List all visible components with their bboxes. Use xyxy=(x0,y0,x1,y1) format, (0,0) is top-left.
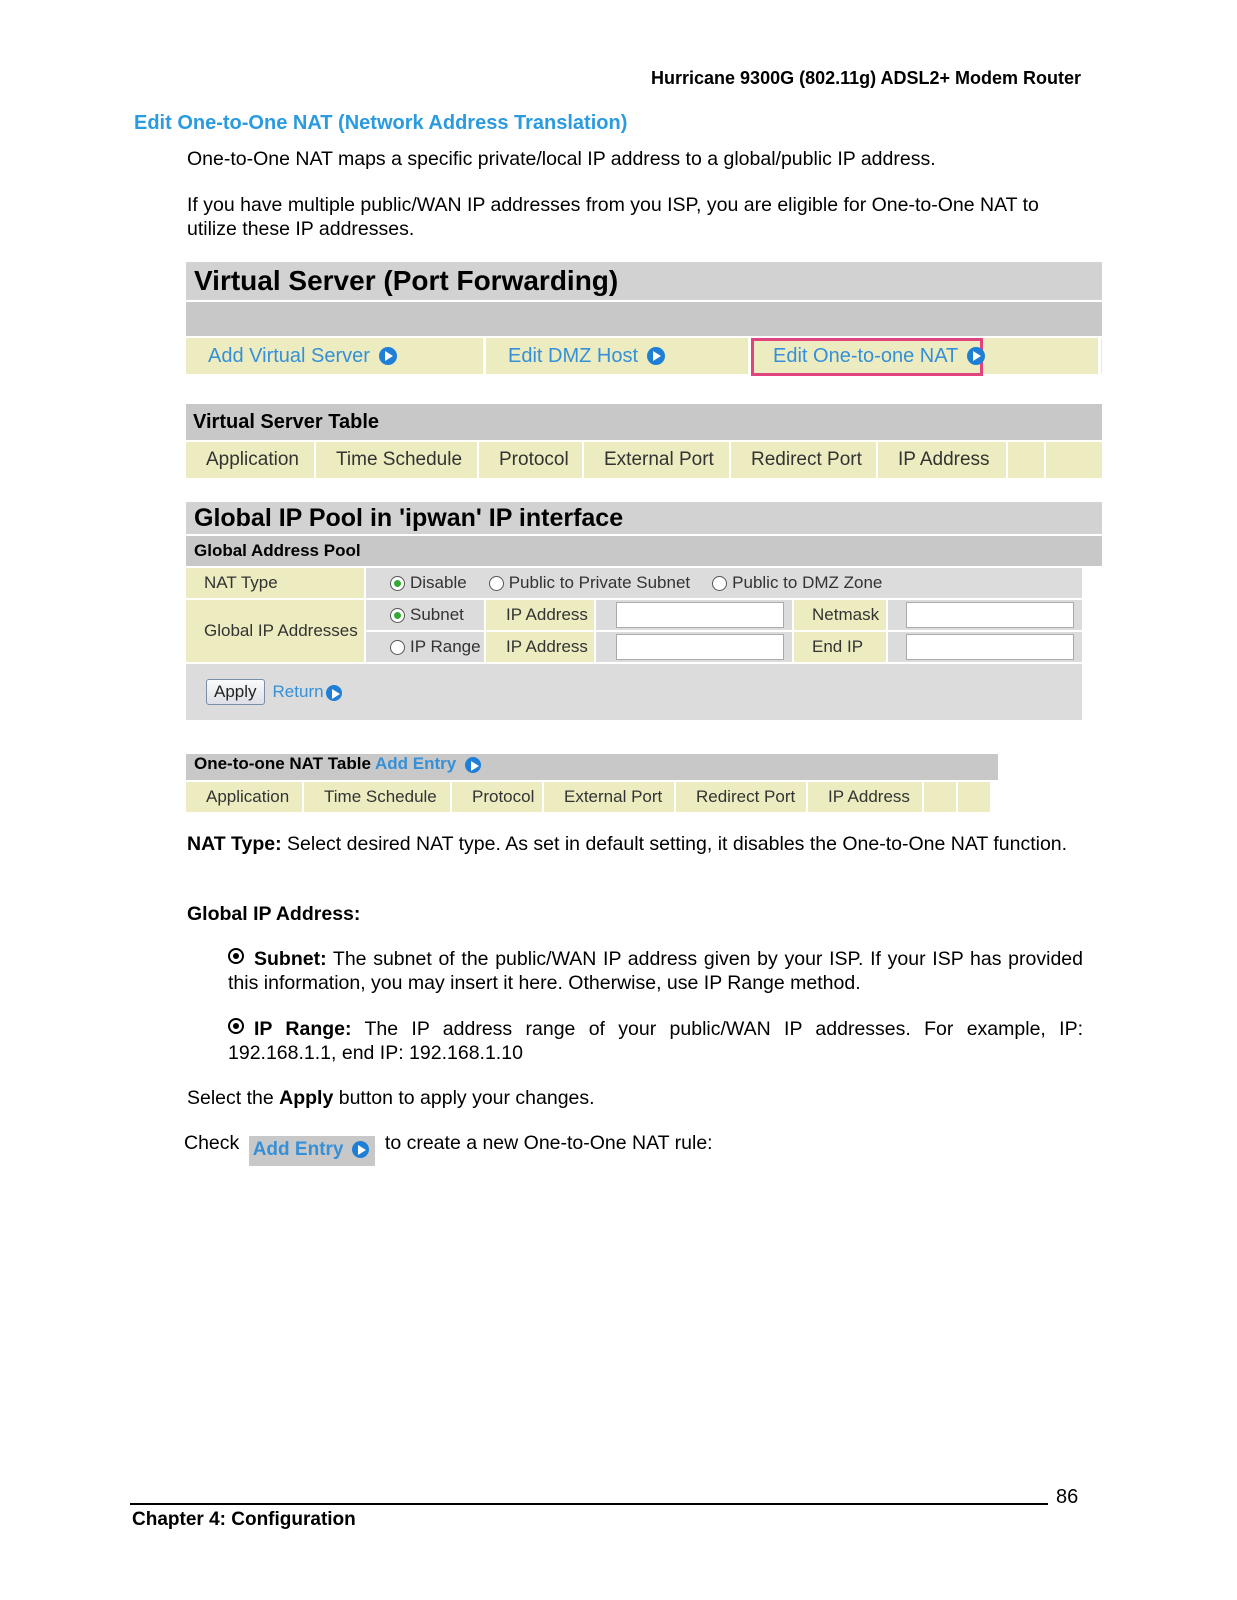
radio-subnet[interactable] xyxy=(390,608,405,623)
arrow-right-icon xyxy=(647,347,665,365)
subnet-description xyxy=(228,947,1083,995)
subnet-option xyxy=(366,600,484,630)
footer-chapter: Chapter 4: Configuration xyxy=(132,1509,356,1530)
term: Apply xyxy=(279,1087,334,1109)
tab-edit-one-to-one-nat[interactable] xyxy=(751,338,1101,374)
column-header: Redirect Port xyxy=(676,782,808,812)
tab-add-virtual-server[interactable] xyxy=(186,338,486,374)
radio-public-to-dmz-zone[interactable] xyxy=(712,576,727,591)
netmask-label: Netmask xyxy=(794,600,886,630)
return-link[interactable] xyxy=(273,682,342,702)
column-header: Application xyxy=(186,782,304,812)
ip-address-label: IP Address xyxy=(486,632,594,662)
subnet-ip-address-input[interactable] xyxy=(616,602,784,628)
apply-button[interactable]: Apply xyxy=(206,679,265,705)
global-ip-pool-title: Global IP Pool in 'ipwan' IP interface xyxy=(186,502,1102,534)
description-text: Select desired NAT type. As set in default setting, it disables the One-to-One NAT function. xyxy=(281,833,1068,855)
tab-bar xyxy=(186,336,1102,374)
virtual-server-table-header xyxy=(186,440,1102,478)
section-title: Edit One-to-One NAT (Network Address Translation) xyxy=(134,112,628,134)
description-text: The IP address range of your public/WAN IP addresses. For example, IP: 192.168.1.1, end IP: 192.168.1.10 xyxy=(228,1018,1084,1064)
nat-type-options xyxy=(366,568,1082,598)
radio-label: Subnet xyxy=(410,605,464,624)
column-header: IP Address xyxy=(878,442,1008,478)
column-header-empty xyxy=(924,782,958,812)
add-entry-label: Add Entry xyxy=(375,754,457,773)
ip-range-description xyxy=(228,1017,1083,1065)
description-text: The subnet of the public/WAN IP address given by your ISP. If your ISP has provided this information, you may insert it here. Otherwise, use IP Range method. xyxy=(228,948,1083,994)
global-ip-heading: Global IP Address: xyxy=(187,903,361,925)
arrow-right-icon xyxy=(326,685,342,701)
arrow-right-icon xyxy=(465,757,481,773)
column-header: External Port xyxy=(544,782,676,812)
text: to create a new One-to-One NAT rule: xyxy=(384,1132,713,1154)
netmask-cell xyxy=(888,600,1082,630)
label: Add Entry xyxy=(252,1139,344,1160)
text: button to apply your changes. xyxy=(333,1087,595,1109)
title-spacer xyxy=(186,300,1102,336)
bullet-icon xyxy=(228,948,244,964)
intro-paragraph-1: One-to-One NAT maps a specific private/local IP address to a global/public IP address. xyxy=(187,148,936,170)
tab-label: Edit DMZ Host xyxy=(508,344,639,367)
term: NAT Type: xyxy=(187,833,282,855)
column-header: Application xyxy=(186,442,316,478)
radio-label: Public to DMZ Zone xyxy=(732,573,883,592)
nat-table-header xyxy=(186,780,990,812)
column-header-empty xyxy=(1008,442,1046,478)
range-ip-address-input[interactable] xyxy=(616,634,784,660)
column-header: IP Address xyxy=(808,782,924,812)
tab-edit-dmz-host[interactable] xyxy=(486,338,751,374)
global-ip-addresses-label: Global IP Addresses xyxy=(186,600,364,662)
column-header: Protocol xyxy=(452,782,544,812)
nat-type-label: NAT Type xyxy=(186,568,364,598)
ip-range-option xyxy=(366,632,484,662)
column-header: Time Schedule xyxy=(304,782,452,812)
end-ip-input[interactable] xyxy=(906,634,1074,660)
radio-disable[interactable] xyxy=(390,576,405,591)
form-actions xyxy=(186,664,1082,720)
ip-address-cell xyxy=(596,600,792,630)
column-header: Time Schedule xyxy=(316,442,479,478)
netmask-input[interactable] xyxy=(906,602,1074,628)
virtual-server-table-title: Virtual Server Table xyxy=(186,404,1102,440)
term: Subnet: xyxy=(254,948,327,970)
radio-label: Public to Private Subnet xyxy=(508,573,691,592)
text: Check xyxy=(184,1132,240,1154)
global-address-pool-header: Global Address Pool xyxy=(186,534,1102,566)
arrow-right-icon xyxy=(379,347,397,365)
radio-ip-range[interactable] xyxy=(390,640,405,655)
radio-label: IP Range xyxy=(410,637,481,656)
ip-address-label: IP Address xyxy=(486,600,594,630)
router-ui-screenshot xyxy=(186,262,1102,812)
intro-paragraph-2: If you have multiple public/WAN IP addresses from you ISP, you are eligible for One-to-One NAT to utilize these IP addresses. xyxy=(187,194,1039,240)
arrow-right-icon xyxy=(352,1141,369,1158)
column-header-empty xyxy=(958,782,990,812)
global-address-pool-form xyxy=(186,566,1102,754)
ip-address-cell xyxy=(596,632,792,662)
tab-label: Edit One-to-one NAT xyxy=(773,344,959,367)
column-header: Redirect Port xyxy=(731,442,878,478)
text: Select the xyxy=(187,1087,280,1109)
add-entry-instruction xyxy=(184,1132,713,1166)
apply-instruction xyxy=(187,1086,1083,1110)
return-label: Return xyxy=(272,682,324,701)
end-ip-cell xyxy=(888,632,1082,662)
term: IP Range: xyxy=(254,1018,352,1040)
nat-type-description xyxy=(187,832,1083,856)
add-entry-link[interactable] xyxy=(375,754,481,773)
footer-divider xyxy=(130,1503,1048,1505)
page-title: Virtual Server (Port Forwarding) xyxy=(186,262,1102,300)
radio-label: Disable xyxy=(410,573,467,592)
tab-label: Add Virtual Server xyxy=(208,344,370,367)
column-header: Protocol xyxy=(479,442,584,478)
add-entry-button-image xyxy=(249,1136,376,1166)
column-header-empty xyxy=(1046,442,1084,478)
bullet-icon xyxy=(228,1018,244,1034)
end-ip-label: End IP xyxy=(794,632,886,662)
column-header: External Port xyxy=(584,442,731,478)
highlight-box xyxy=(751,338,983,376)
page-number: 86 xyxy=(1056,1486,1079,1508)
radio-public-to-private-subnet[interactable] xyxy=(489,576,504,591)
nat-table-title: One-to-one NAT Table xyxy=(194,754,371,773)
document-header: Hurricane 9300G (802.11g) ADSL2+ Modem Router xyxy=(651,68,1081,88)
